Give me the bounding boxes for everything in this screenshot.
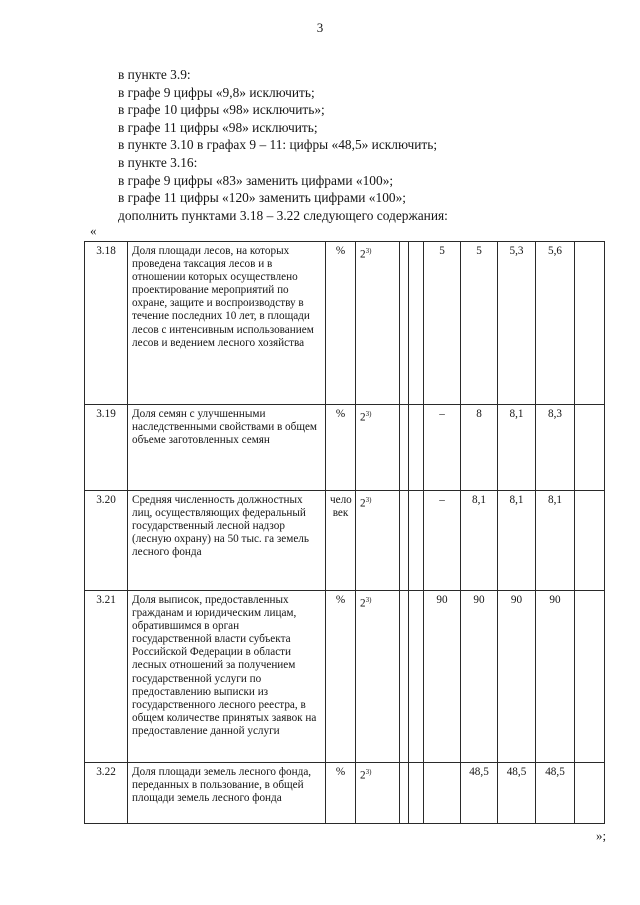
- source-cell: [356, 491, 400, 591]
- value-cell: –: [424, 491, 461, 591]
- amendment-line: в графе 9 цифры «9,8» исключить;: [118, 84, 315, 100]
- empty-cell: [409, 591, 424, 763]
- unit-cell: %: [326, 763, 356, 824]
- empty-cell: [400, 763, 409, 824]
- source-footnote: 3): [365, 596, 372, 604]
- row-number: 3.22: [85, 763, 128, 824]
- value-cell: 8,1: [461, 491, 498, 591]
- row-number: 3.18: [85, 242, 128, 405]
- value-cell: [424, 763, 461, 824]
- empty-cell: [575, 591, 605, 763]
- empty-cell: [400, 491, 409, 591]
- value-cell: 8,1: [498, 405, 536, 491]
- value-cell: 5,3: [498, 242, 536, 405]
- empty-cell: [575, 242, 605, 405]
- row-number: 3.20: [85, 491, 128, 591]
- table-row: [85, 491, 605, 591]
- amendment-line: в графе 10 цифры «98» исключить»;: [118, 102, 325, 118]
- amendment-text: [118, 66, 448, 224]
- value-cell: 48,5: [498, 763, 536, 824]
- unit-cell: %: [326, 591, 356, 763]
- source-value: 2: [360, 411, 366, 424]
- source-cell: [356, 763, 400, 824]
- amendment-line: в пункте 3.16:: [118, 154, 198, 170]
- source-cell: [356, 405, 400, 491]
- indicator-name: Доля площади земель лесного фонда, переданных в пользование, в общей площади земель лесного фонда: [128, 763, 326, 824]
- table-row: [85, 405, 605, 491]
- value-cell: 8,3: [536, 405, 575, 491]
- source-value: 2: [360, 248, 366, 261]
- page-number: 3: [316, 20, 324, 35]
- source-footnote: 3): [365, 496, 372, 504]
- row-number: 3.19: [85, 405, 128, 491]
- unit-cell: чело век: [326, 491, 356, 591]
- amendment-line: в пункте 3.10 в графах 9 – 11: цифры «48,5» исключить;: [118, 137, 438, 153]
- empty-cell: [575, 405, 605, 491]
- value-cell: 8,1: [536, 491, 575, 591]
- value-cell: 90: [424, 591, 461, 763]
- indicator-name: Доля семян с улучшенными наследственными свойствами в общем объеме заготовленных семян: [128, 405, 326, 491]
- unit-cell: %: [326, 405, 356, 491]
- indicator-name: Средняя численность должностных лиц, осуществляющих федеральный государственный лесной надзор (лесную охрану) на 50 тыс. га земель лесного фонда: [128, 491, 326, 591]
- empty-cell: [409, 405, 424, 491]
- closing-quote: »;: [596, 828, 607, 843]
- value-cell: 5: [461, 242, 498, 405]
- amendment-line: в графе 9 цифры «83» заменить цифрами «100»;: [118, 172, 394, 188]
- source-footnote: 3): [365, 247, 372, 255]
- table-row: [85, 763, 605, 824]
- value-cell: 8,1: [498, 491, 536, 591]
- indicators-table: [84, 241, 605, 824]
- source-value: 2: [360, 769, 366, 782]
- value-cell: 48,5: [461, 763, 498, 824]
- value-cell: 90: [498, 591, 536, 763]
- opening-quote: «: [90, 223, 97, 238]
- source-value: 2: [360, 497, 366, 510]
- amendment-line: в графе 11 цифры «120» заменить цифрами «100»;: [118, 190, 407, 206]
- empty-cell: [400, 405, 409, 491]
- value-cell: 48,5: [536, 763, 575, 824]
- value-cell: 8: [461, 405, 498, 491]
- amendment-line: в графе 11 цифры «98» исключить;: [118, 119, 318, 135]
- value-cell: 5,6: [536, 242, 575, 405]
- source-value: 2: [360, 597, 366, 610]
- empty-cell: [409, 491, 424, 591]
- value-cell: 5: [424, 242, 461, 405]
- amendment-line: в пункте 3.9:: [118, 67, 191, 82]
- unit-cell: %: [326, 242, 356, 405]
- value-cell: –: [424, 405, 461, 491]
- empty-cell: [409, 763, 424, 824]
- value-cell: 90: [461, 591, 498, 763]
- source-cell: [356, 591, 400, 763]
- empty-cell: [575, 491, 605, 591]
- empty-cell: [575, 763, 605, 824]
- table-row: [85, 591, 605, 763]
- source-footnote: 3): [365, 768, 372, 776]
- source-footnote: 3): [365, 410, 372, 418]
- source-cell: [356, 242, 400, 405]
- indicator-name: Доля площади лесов, на которых проведена таксация лесов и в отношении которых осуществлено проектирование мероприятий по охране, защите и воспроизводству в течение последних 10 лет, в площади лесов с интенсивным использованием лесов и ведением лесного хозяйства: [128, 242, 326, 405]
- table-row: [85, 242, 605, 405]
- empty-cell: [400, 591, 409, 763]
- row-number: 3.21: [85, 591, 128, 763]
- empty-cell: [409, 242, 424, 405]
- value-cell: 90: [536, 591, 575, 763]
- empty-cell: [400, 242, 409, 405]
- amendment-line: дополнить пунктами 3.18 – 3.22 следующего содержания:: [118, 207, 448, 223]
- indicator-name: Доля выписок, предоставленных гражданам и юридическим лицам, обратившимся в орган государственной власти субъекта Российской Федерации в области лесных отношений за получением государственной услуги по предоставлению выписки из государственного лесного реестра, в общем количестве принятых заявок на предоставление данной услуги: [128, 591, 326, 763]
